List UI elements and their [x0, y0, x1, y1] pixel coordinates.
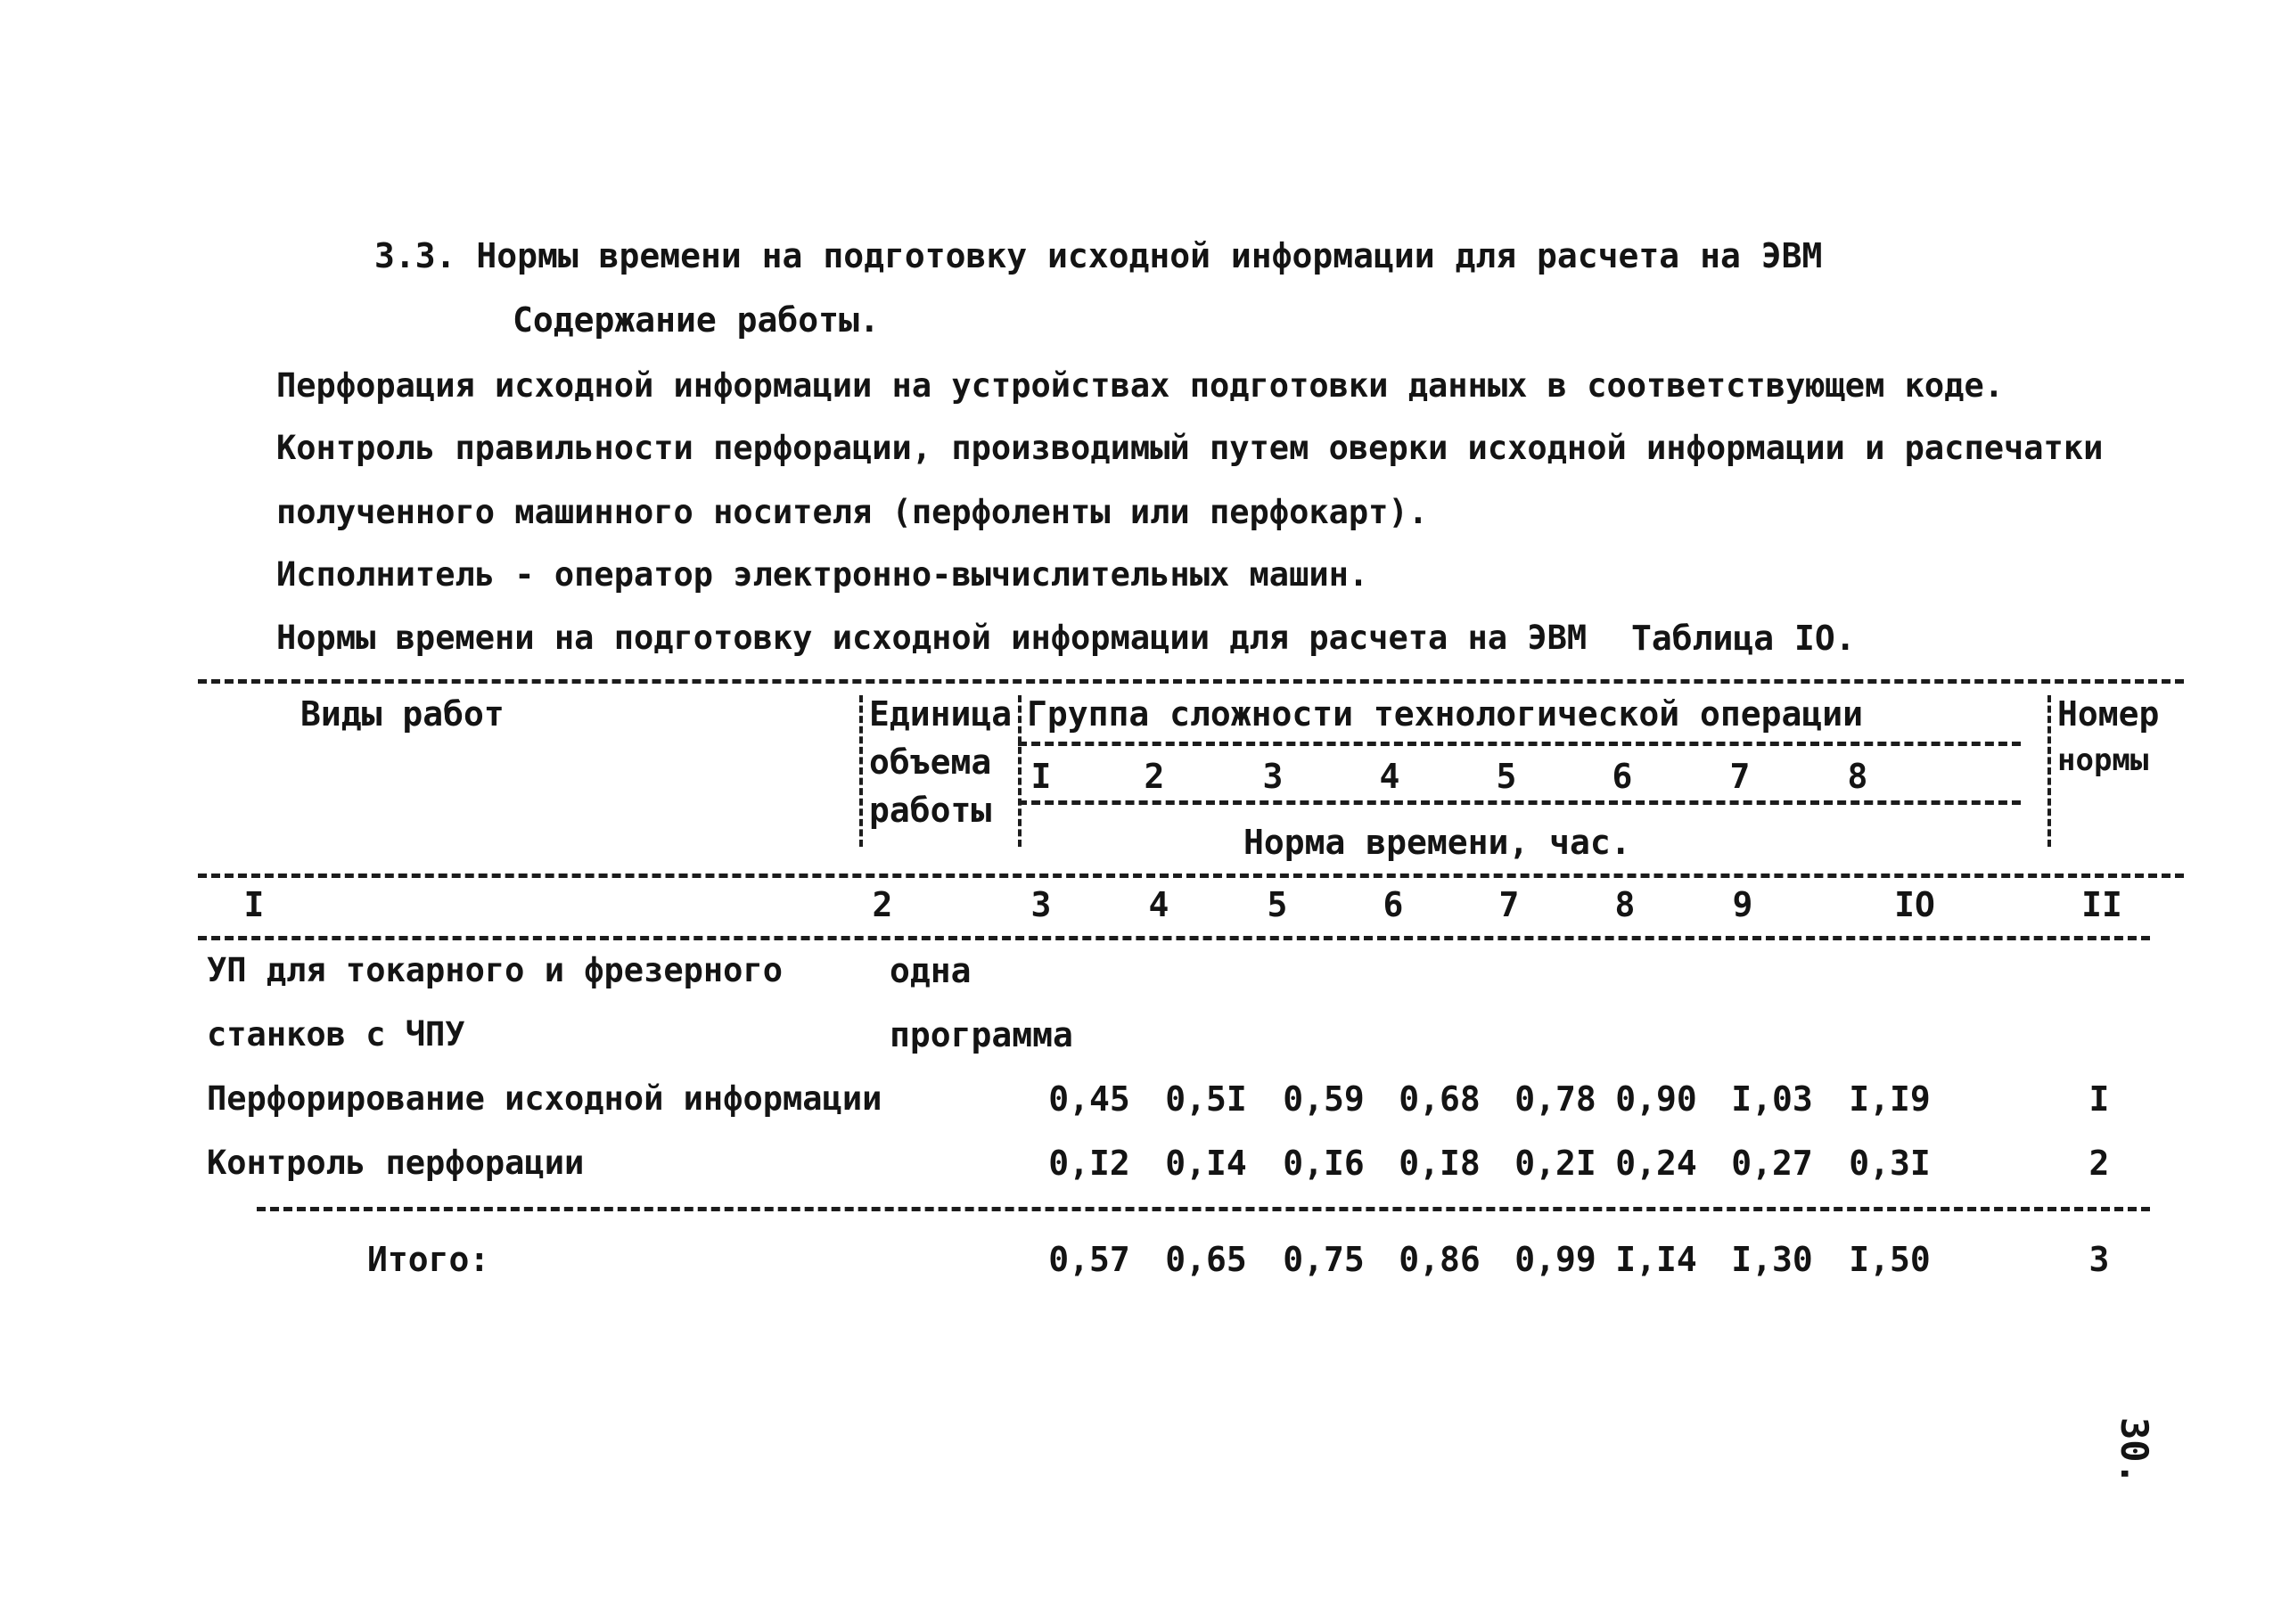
- table-cell: 0,24: [1615, 1144, 1697, 1183]
- column-number: 3: [1030, 885, 1052, 924]
- table-cell-norm: 2: [2088, 1144, 2110, 1183]
- group-number: 5: [1496, 757, 1517, 796]
- norm-column-separator: [2047, 695, 2051, 847]
- paragraph-line: Исполнитель - оператор электронно-вычислительных машин.: [276, 555, 1369, 594]
- paragraph-line: полученного машинного носителя (перфоленты или перфокарт).: [276, 493, 1429, 531]
- total-label: Итого:: [367, 1240, 490, 1279]
- table-cell: 0,78: [1514, 1079, 1596, 1119]
- header-bottom-rule: [198, 874, 2184, 878]
- section-heading: 3.3. Нормы времени на подготовку исходной информации для расчета на ЭВМ: [374, 236, 1823, 275]
- total-cell: 0,99: [1514, 1240, 1596, 1279]
- total-cell: 0,86: [1399, 1240, 1481, 1279]
- group-header-rule: [1018, 742, 2021, 746]
- total-cell: 0,57: [1048, 1240, 1130, 1279]
- group-number: 7: [1729, 757, 1751, 796]
- total-cell-norm: 3: [2088, 1240, 2110, 1279]
- column-number: II: [2081, 885, 2122, 924]
- groups-column-separator: [1018, 695, 1022, 847]
- table-row-label: Перфорирование исходной информации: [207, 1079, 882, 1118]
- table-caption: Нормы времени на подготовку исходной информации для расчета на ЭВМ: [276, 619, 1588, 657]
- column-number: I: [243, 885, 265, 924]
- table-cell-norm: I: [2088, 1079, 2110, 1119]
- table-cell: 0,I8: [1399, 1144, 1481, 1183]
- section-name: УП для токарного и фрезерного: [207, 951, 784, 989]
- group-number: I: [1030, 757, 1052, 796]
- header-norm-number: Номер: [2057, 694, 2160, 734]
- table-cell: 0,45: [1048, 1079, 1130, 1119]
- header-complexity-group: Группа сложности технологической операции: [1027, 694, 1863, 734]
- header-unit: объема: [869, 742, 992, 782]
- group-numbers-rule: [1018, 800, 2021, 805]
- table-cell: 0,I4: [1165, 1144, 1247, 1183]
- group-number: 6: [1612, 757, 1633, 796]
- table-cell: 0,27: [1731, 1144, 1813, 1183]
- table-cell: I,I9: [1849, 1079, 1931, 1119]
- column-number: 4: [1148, 885, 1169, 924]
- group-number: 8: [1847, 757, 1868, 796]
- column-number: IO: [1894, 885, 1935, 924]
- header-unit: Единица: [869, 694, 1013, 734]
- table-cell: 0,I2: [1048, 1144, 1130, 1183]
- column-number: 6: [1383, 885, 1404, 924]
- total-cell: I,I4: [1615, 1240, 1697, 1279]
- total-rule: [257, 1207, 2150, 1211]
- paragraph-line: Контроль правильности перфорации, производимый путем оверки исходной информации и распечатки: [276, 429, 2104, 467]
- table-cell: 0,5I: [1165, 1079, 1247, 1119]
- header-work-types: Виды работ: [300, 694, 505, 734]
- table-cell: 0,2I: [1514, 1144, 1596, 1183]
- total-cell: I,50: [1849, 1240, 1931, 1279]
- column-number: 2: [872, 885, 893, 924]
- unit-column-separator: [859, 695, 863, 847]
- section-unit: одна: [890, 951, 972, 990]
- table-top-rule: [198, 679, 2184, 684]
- column-number: 9: [1732, 885, 1753, 924]
- group-number: 4: [1379, 757, 1400, 796]
- table-cell: 0,3I: [1849, 1144, 1931, 1183]
- header-norm-number: нормы: [2057, 742, 2149, 778]
- table-cell: 0,59: [1283, 1079, 1365, 1119]
- total-cell: 0,65: [1165, 1240, 1247, 1279]
- header-unit: работы: [869, 791, 992, 830]
- table-cell: 0,90: [1615, 1079, 1697, 1119]
- page-number: 30.: [2113, 1417, 2156, 1485]
- group-number: 2: [1144, 757, 1165, 796]
- table-cell: I,03: [1731, 1079, 1813, 1119]
- work-content-subheading: Содержание работы.: [513, 300, 880, 340]
- column-number: 5: [1267, 885, 1288, 924]
- table-row-label: Контроль перфорации: [207, 1144, 585, 1182]
- header-time-norm: Норма времени, час.: [1243, 823, 1631, 862]
- section-unit: программа: [890, 1015, 1073, 1054]
- total-cell: I,30: [1731, 1240, 1813, 1279]
- total-cell: 0,75: [1283, 1240, 1365, 1279]
- group-number: 3: [1262, 757, 1284, 796]
- table-cell: 0,I6: [1283, 1144, 1365, 1183]
- table-cell: 0,68: [1399, 1079, 1481, 1119]
- table-number: Таблица IO.: [1631, 619, 1856, 658]
- column-numbers-rule: [198, 936, 2150, 940]
- column-number: 7: [1498, 885, 1520, 924]
- paragraph-line: Перфорация исходной информации на устройствах подготовки данных в соответствующем коде.: [276, 366, 2005, 405]
- column-number: 8: [1614, 885, 1636, 924]
- section-name: станков с ЧПУ: [207, 1015, 465, 1054]
